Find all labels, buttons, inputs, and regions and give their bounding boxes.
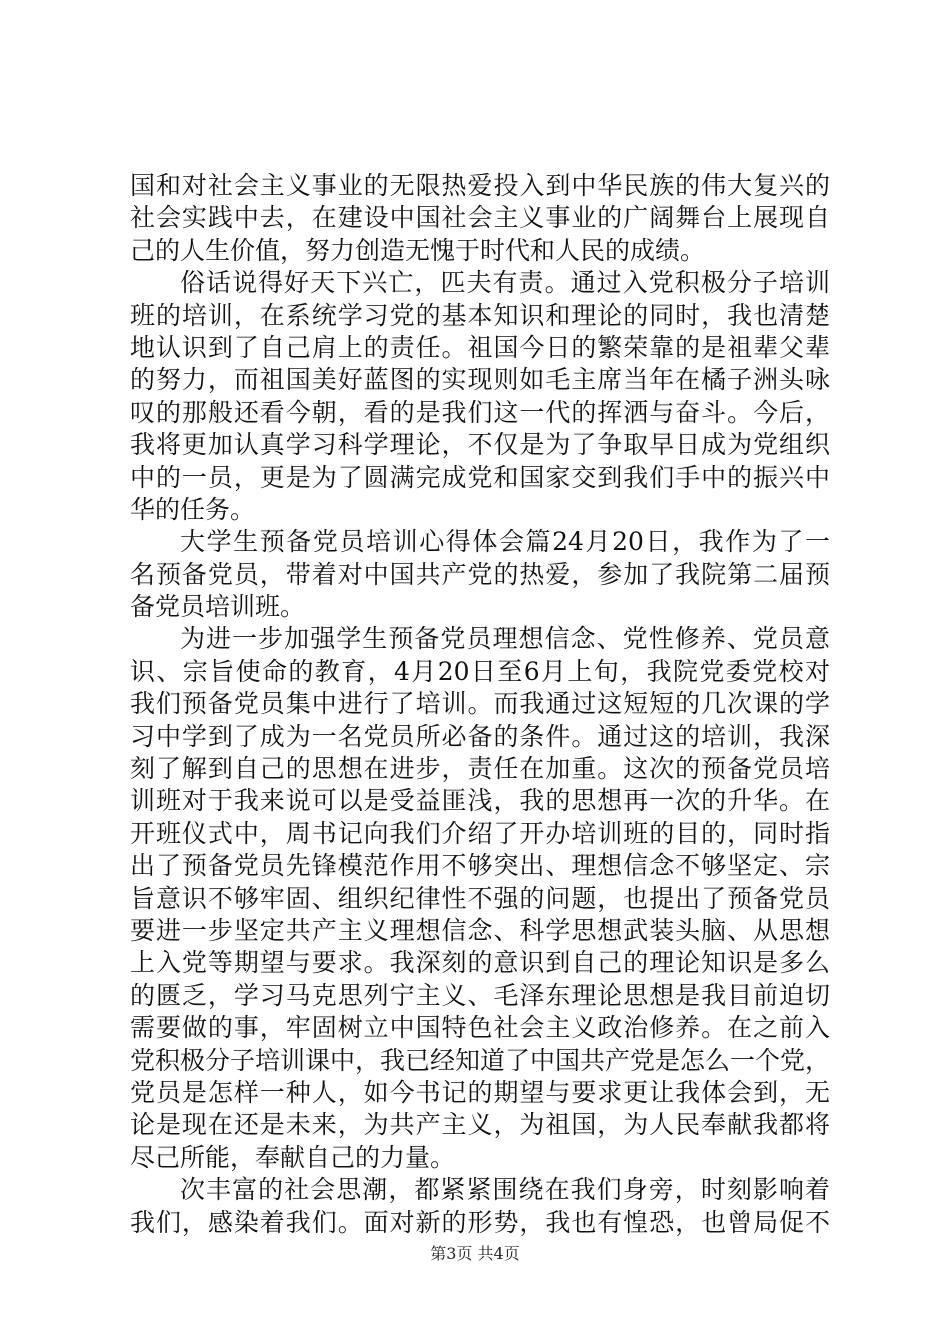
paragraph-line: 旨意识不够牢固、组织纪律性不强的问题，也提出了预备党员 bbox=[130, 883, 830, 913]
paragraph-first-line: 国和对社会主义事业的无限热爱投入到中华民族的伟大复兴的 bbox=[130, 171, 830, 200]
document-body bbox=[130, 170, 830, 1239]
paragraph-line: 我们预备党员集中进行了培训。而我通过这短短的几次课的学 bbox=[130, 689, 830, 719]
paragraph-line: 尽己所能，奉献自己的力量。 bbox=[130, 1142, 456, 1172]
paragraph-line: 叹的那般还看今朝，看的是我们这一代的挥洒与奋斗。今后， bbox=[130, 397, 830, 427]
paragraph-line: 党员是怎样一种人，如今书记的期望与要求更让我体会到，无 bbox=[130, 1077, 830, 1107]
paragraph-line: 我将更加认真学习科学理论，不仅是为了争取早日成为党组织 bbox=[130, 430, 830, 460]
page-footer: 第3页 共4页 bbox=[430, 1244, 520, 1263]
paragraph-line: 训班对于我来说可以是受益匪浅，我的思想再一次的升华。在 bbox=[130, 786, 830, 816]
paragraph-first-line: 为进一步加强学生预备党员理想信念、党性修养、党员意 bbox=[180, 624, 830, 654]
paragraph-first-line: 大学生预备党员培训心得体会篇24月20日，我作为了一 bbox=[180, 527, 830, 557]
paragraph-line: 的匮乏，学习马克思列宁主义、毛泽东理论思想是我目前迫切 bbox=[130, 980, 830, 1010]
paragraph-line: 党积极分子培训课中，我已经知道了中国共产党是怎么一个党， bbox=[130, 1045, 830, 1075]
paragraph-line: 习中学到了成为一名党员所必备的条件。通过这的培训，我深 bbox=[130, 721, 830, 751]
paragraph-line: 社会实践中去，在建设中国社会主义事业的广阔舞台上展现自 bbox=[130, 203, 830, 233]
paragraph-line: 论是现在还是未来，为共产主义，为祖国，为人民奉献我都将 bbox=[130, 1110, 830, 1140]
paragraph-line: 名预备党员，带着对中国共产党的热爱，参加了我院第二届预 bbox=[130, 559, 830, 589]
paragraph-first-line: 次丰富的社会思潮，都紧紧围绕在我们身旁，时刻影响着 bbox=[180, 1175, 830, 1205]
paragraph-line: 要进一步坚定共产主义理想信念、科学思想武装头脑、从思想 bbox=[130, 915, 830, 945]
paragraph-line: 中的一员，更是为了圆满完成党和国家交到我们手中的振兴中 bbox=[130, 462, 830, 492]
paragraph-line: 我们，感染着我们。面对新的形势，我也有惶恐，也曾局促不 bbox=[130, 1207, 830, 1237]
paragraph-line: 上入党等期望与要求。我深刻的意识到自己的理论知识是多么 bbox=[130, 948, 830, 978]
paragraph-line: 需要做的事，牢固树立中国特色社会主义政治修养。在之前入 bbox=[130, 1013, 830, 1043]
paragraph-line: 开班仪式中，周书记向我们介绍了开办培训班的目的，同时指 bbox=[130, 818, 830, 848]
paragraph-line: 识、宗旨使命的教育，4月20日至6月上旬，我院党委党校对 bbox=[130, 656, 830, 686]
paragraph-line: 备党员培训班。 bbox=[130, 592, 306, 622]
paragraph-line: 的努力，而祖国美好蓝图的实现则如毛主席当年在橘子洲头咏 bbox=[130, 365, 830, 395]
paragraph-line: 己的人生价值，努力创造无愧于时代和人民的成绩。 bbox=[130, 235, 706, 265]
paragraph-first-line: 俗话说得好天下兴亡，匹夫有责。通过入党积极分子培训 bbox=[180, 268, 830, 298]
paragraph-line: 出了预备党员先锋模范作用不够突出、理想信念不够坚定、宗 bbox=[130, 851, 830, 881]
paragraph-line: 刻了解到自己的思想在进步，责任在加重。这次的预备党员培 bbox=[130, 754, 830, 784]
paragraph-line: 华的任务。 bbox=[130, 494, 256, 524]
paragraph-line: 班的培训，在系统学习党的基本知识和理论的同时，我也清楚 bbox=[130, 300, 830, 330]
paragraph-line: 地认识到了自己肩上的责任。祖国今日的繁荣靠的是祖辈父辈 bbox=[130, 332, 830, 362]
